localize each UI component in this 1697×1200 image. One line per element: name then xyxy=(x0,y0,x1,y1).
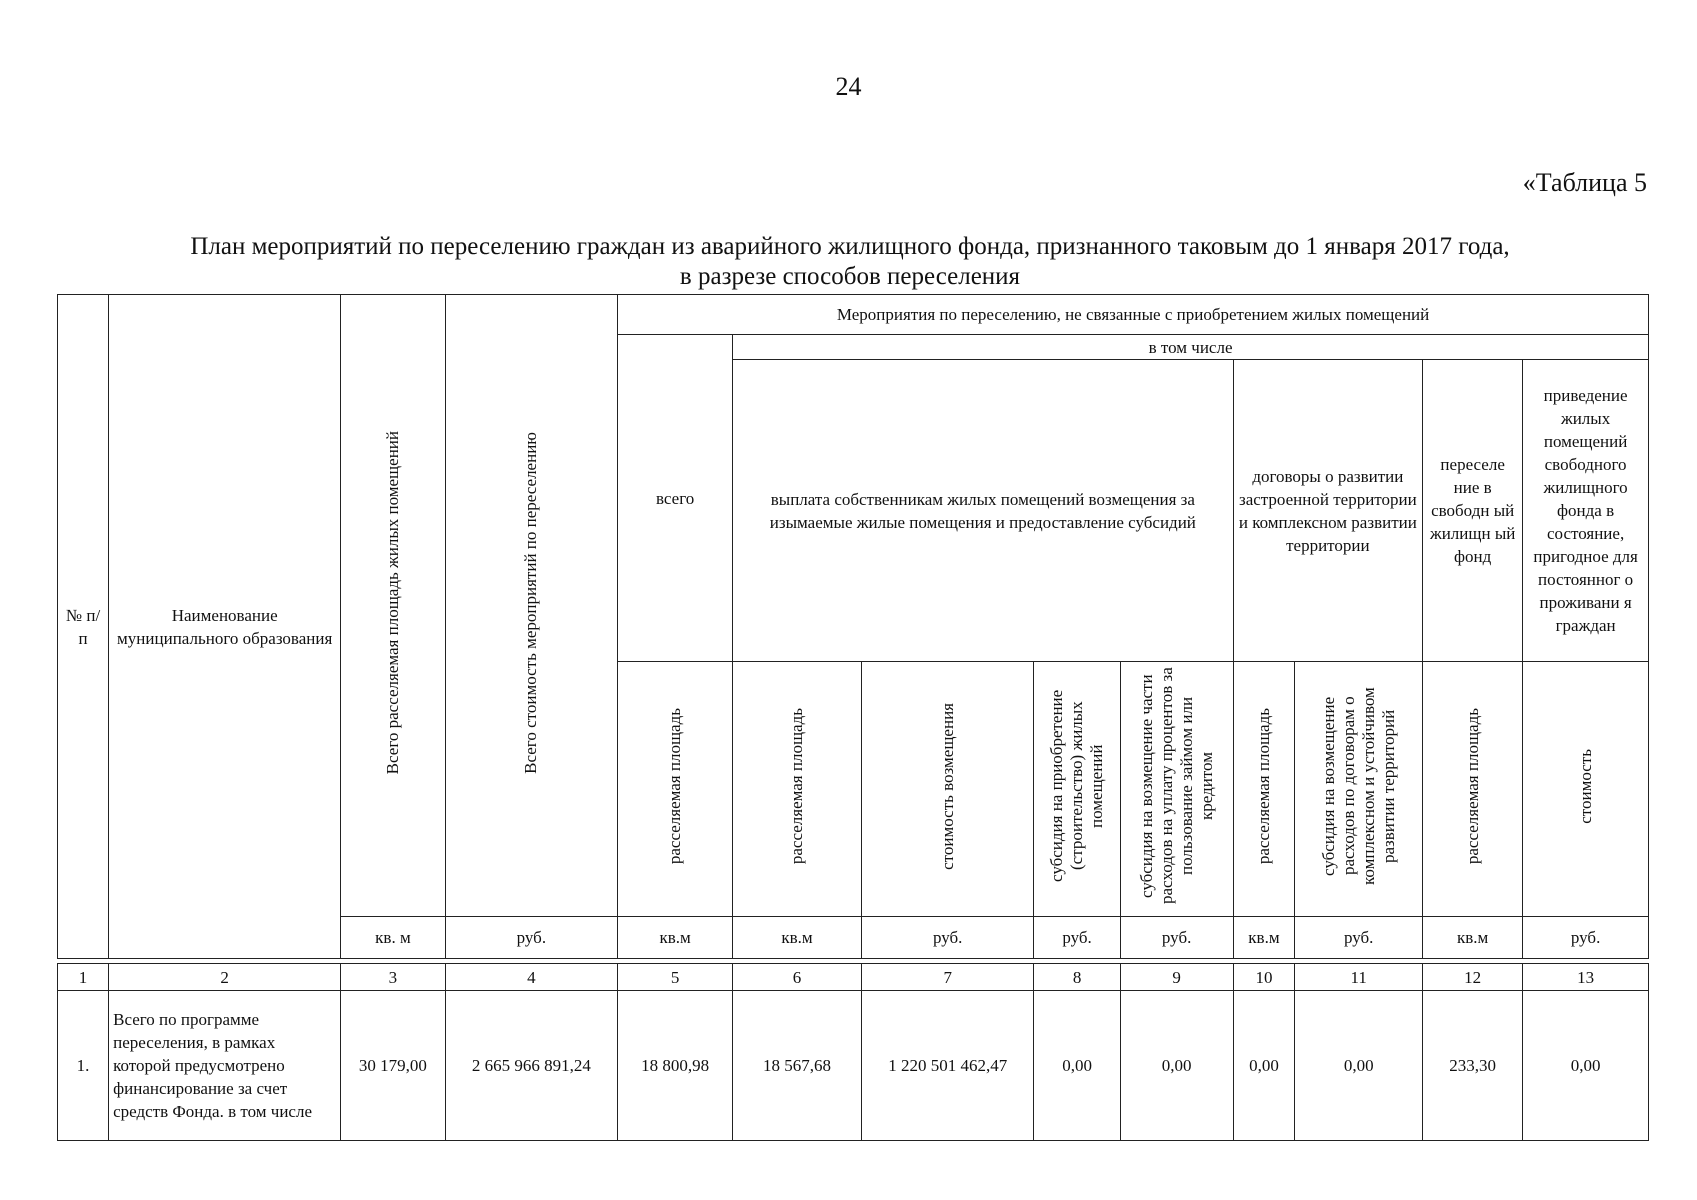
header-c6-text: расселяемая площадь xyxy=(787,707,807,865)
unit-6: кв.м xyxy=(733,917,862,959)
unit-7: руб. xyxy=(861,917,1034,959)
col-number-12: 12 xyxy=(1423,964,1523,991)
col-number-3: 3 xyxy=(341,964,445,991)
row-c6: 18 567,68 xyxy=(733,991,862,1141)
header-group-main: Мероприятия по переселению, не связанные с приобретением жилых помещений xyxy=(618,295,1649,335)
header-c10 xyxy=(1233,662,1295,917)
header-col-area-total xyxy=(341,295,445,917)
header-c9 xyxy=(1120,662,1233,917)
col-number-9: 9 xyxy=(1120,964,1233,991)
unit-12: кв.м xyxy=(1423,917,1523,959)
header-c7 xyxy=(861,662,1034,917)
row-cost-total: 2 665 966 891,24 xyxy=(445,991,618,1141)
header-c7-text: стоимость возмещения xyxy=(937,702,957,870)
col-number-6: 6 xyxy=(733,964,862,991)
table-row xyxy=(58,991,1649,1141)
unit-5: кв.м xyxy=(618,917,733,959)
col-number-1: 1 xyxy=(58,964,109,991)
col-number-2: 2 xyxy=(109,964,341,991)
row-c5: 18 800,98 xyxy=(618,991,733,1141)
header-sub-free-fund: переселе ние в свободн ый жилищн ый фонд xyxy=(1423,360,1523,662)
header-sub-contracts: договоры о развитии застроенной территории и комплексном развитии территории xyxy=(1233,360,1423,662)
header-c13-text: стоимость xyxy=(1575,748,1595,824)
header-c12 xyxy=(1423,662,1523,917)
header-c9-text: субсидия на возмещение части расходов на уплату процентов за пользование займом или кредитом xyxy=(1136,667,1216,905)
header-c6 xyxy=(733,662,862,917)
header-c12-text: расселяемая площадь xyxy=(1462,707,1482,865)
unit-3: кв. м xyxy=(341,917,445,959)
col-number-5: 5 xyxy=(618,964,733,991)
header-col-cost-total-text: Всего стоимость мероприятий по переселению xyxy=(521,431,541,774)
col-number-10: 10 xyxy=(1233,964,1295,991)
header-in-that: в том числе xyxy=(733,335,1649,360)
col-number-11: 11 xyxy=(1295,964,1423,991)
unit-8: руб. xyxy=(1034,917,1120,959)
header-c8-text: субсидия на приобретение (строительство) жилых помещений xyxy=(1047,689,1107,883)
header-sub-bringing: приведение жилых помещений свободного жилищного фонда в состояние, пригодное для постоянног о проживани я граждан xyxy=(1523,360,1649,662)
header-c13 xyxy=(1523,662,1649,917)
page-number: 24 xyxy=(835,72,862,101)
row-c7: 1 220 501 462,47 xyxy=(861,991,1034,1141)
title-line-1: План мероприятий по переселению граждан из аварийного жилищного фонда, признанного таковым до 1 января 2017 года, xyxy=(190,233,1510,260)
col-number-8: 8 xyxy=(1034,964,1120,991)
header-col-name: Наименование муниципального образования xyxy=(109,295,341,959)
header-col-no: № п/п xyxy=(58,295,109,959)
row-no: 1. xyxy=(58,991,109,1141)
row-c12: 233,30 xyxy=(1423,991,1523,1141)
header-col-cost-total xyxy=(445,295,618,917)
col-number-4: 4 xyxy=(445,964,618,991)
col-number-13: 13 xyxy=(1523,964,1649,991)
header-c10-text: расселяемая площадь xyxy=(1253,707,1273,865)
unit-10: кв.м xyxy=(1233,917,1295,959)
header-c11 xyxy=(1295,662,1423,917)
row-c8: 0,00 xyxy=(1034,991,1120,1141)
unit-13: руб. xyxy=(1523,917,1649,959)
row-name: Всего по программе переселения, в рамках которой предусмотрено финансирование за счет средств Фонда. в том числе xyxy=(109,991,341,1141)
unit-11: руб. xyxy=(1295,917,1423,959)
resettlement-plan-table xyxy=(57,294,1649,1141)
header-col-area-total-text: Всего расселяемая площадь жилых помещений xyxy=(382,430,402,775)
table-label: «Таблица 5 xyxy=(1522,168,1647,197)
title-line-2: в разрезе способов переселения xyxy=(679,263,1021,290)
header-total: всего xyxy=(618,335,733,662)
header-c5-text: расселяемая площадь xyxy=(665,707,685,865)
row-area-total: 30 179,00 xyxy=(341,991,445,1141)
unit-4: руб. xyxy=(445,917,618,959)
row-c10: 0,00 xyxy=(1233,991,1295,1141)
col-number-7: 7 xyxy=(861,964,1034,991)
unit-9: руб. xyxy=(1120,917,1233,959)
document-title xyxy=(60,232,1640,292)
header-c11-text: субсидия на возмещение расходов по договорам о комплексном и устойчивом развитии территорий xyxy=(1318,687,1398,885)
row-c13: 0,00 xyxy=(1523,991,1649,1141)
header-sub-payment: выплата собственникам жилых помещений возмещения за изымаемые жилые помещения и предоставление субсидий xyxy=(733,360,1233,662)
header-c5 xyxy=(618,662,733,917)
header-c8 xyxy=(1034,662,1120,917)
row-c9: 0,00 xyxy=(1120,991,1233,1141)
row-c11: 0,00 xyxy=(1295,991,1423,1141)
